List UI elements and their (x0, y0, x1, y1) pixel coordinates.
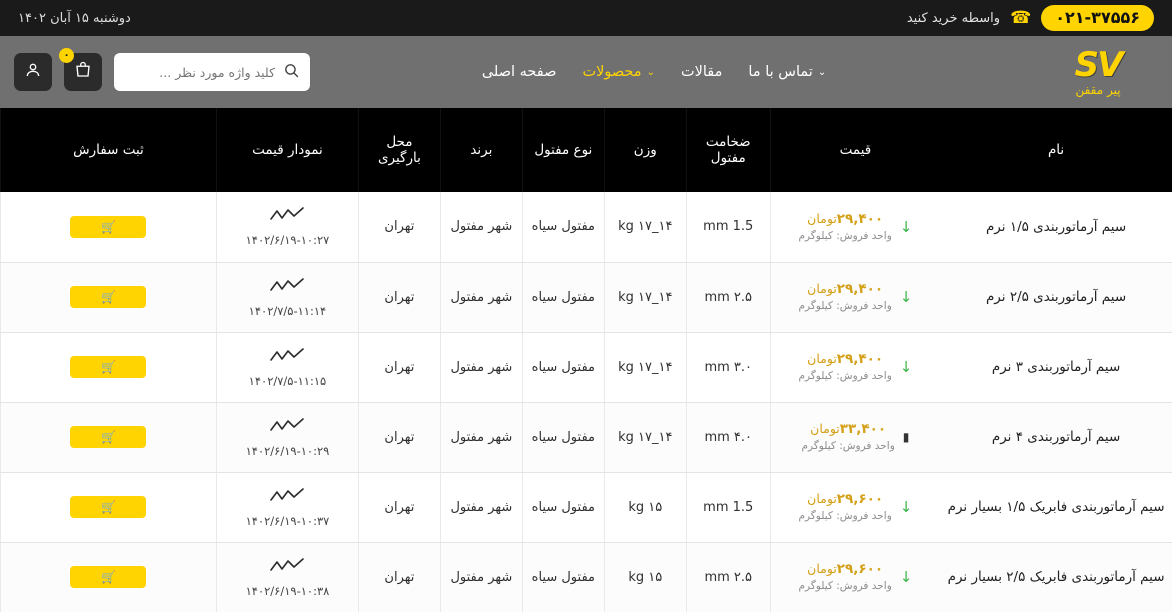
cell-product-name[interactable]: سیم آرماتوربندی ۳ نرم (940, 332, 1172, 402)
cell-brand: شهر مفتول (440, 332, 522, 402)
price-currency: تومان (807, 491, 837, 506)
chart-date: ۱۴۰۲/۶/۱۹-۱۰:۳۸ (245, 583, 330, 598)
cell-brand: شهر مفتول (440, 262, 522, 332)
search-input[interactable] (124, 65, 275, 80)
table-row[interactable] (1, 262, 1172, 332)
topbar (0, 0, 1172, 36)
user-icon (24, 61, 42, 83)
nav-label-products: محصولات (582, 64, 642, 80)
bag-icon (74, 61, 92, 83)
order-button[interactable] (70, 216, 146, 238)
cell-weight: ۱۴_۱۷ kg (604, 262, 686, 332)
cell-thickness: ۲.۵ mm (686, 542, 770, 612)
products-table (0, 108, 1172, 612)
cell-order (1, 472, 217, 542)
price-chart-icon[interactable] (270, 557, 304, 579)
cell-thickness: ۴.۰ mm (686, 402, 770, 472)
cell-price (770, 542, 940, 612)
price-unit: واحد فروش: کیلوگرم (798, 510, 892, 523)
price-trend-flat-icon: ▮ (902, 430, 910, 444)
price-trend-down-icon: ↓ (899, 568, 913, 586)
table-body (1, 192, 1172, 612)
topbar-tagline: واسطه خرید کنید (906, 10, 1001, 26)
cell-brand: شهر مفتول (440, 192, 522, 262)
chart-date: ۱۴۰۲/۷/۵-۱۱:۱۴ (248, 303, 327, 318)
price-chart-icon[interactable] (270, 277, 304, 299)
site-header (0, 36, 1172, 108)
cell-brand: شهر مفتول (440, 402, 522, 472)
th-type: نوع مفتول (522, 108, 604, 192)
price-currency: تومان (807, 561, 837, 576)
cell-product-name[interactable]: سیم آرماتوربندی فابریک ۲/۵ بسیار نرم (940, 542, 1172, 612)
logo-mark: SV (1074, 45, 1122, 85)
site-logo[interactable] (1038, 45, 1158, 97)
price-trend-down-icon: ↓ (899, 498, 913, 516)
cell-wire-type: مفتول سیاه (522, 542, 604, 612)
cell-price-chart[interactable] (216, 262, 358, 332)
price-value: ۲۹,۶۰۰ (836, 561, 884, 577)
price-currency: تومان (807, 351, 837, 366)
cell-thickness: 1.5 mm (686, 472, 770, 542)
chevron-down-icon: ⌄ (646, 66, 655, 78)
table-header-row (1, 108, 1172, 192)
order-button[interactable] (70, 566, 146, 588)
cell-product-name[interactable]: سیم آرماتوربندی ۱/۵ نرم (940, 192, 1172, 262)
price-value: ۲۹,۶۰۰ (836, 491, 884, 507)
cell-price-chart[interactable] (216, 192, 358, 262)
table-head (1, 108, 1172, 192)
price-currency: تومان (807, 281, 837, 296)
cart-button[interactable] (63, 50, 102, 91)
nav-label-contact: تماس با ما (748, 64, 813, 80)
topbar-contact (907, 5, 1154, 31)
table-row[interactable] (1, 542, 1172, 612)
cell-weight: ۱۴_۱۷ kg (604, 402, 686, 472)
cell-price (770, 472, 940, 542)
th-weight: وزن (604, 108, 686, 192)
cell-price (770, 262, 940, 332)
chart-date: ۱۴۰۲/۶/۱۹-۱۰:۲۹ (245, 443, 330, 458)
cart-badge: ۰ (59, 48, 74, 63)
basket-icon: 🛒 (101, 219, 116, 234)
price-value: ۲۹,۴۰۰ (836, 281, 884, 297)
cell-product-name[interactable]: سیم آرماتوربندی فابریک ۱/۵ بسیار نرم (940, 472, 1172, 542)
price-unit: واحد فروش: کیلوگرم (798, 230, 892, 242)
price-currency: تومان (810, 421, 840, 436)
order-button[interactable] (70, 426, 146, 448)
header-actions (14, 50, 310, 91)
main-nav (482, 64, 826, 80)
table-row[interactable] (1, 332, 1172, 402)
price-chart-icon[interactable] (270, 487, 304, 509)
cell-price (770, 402, 940, 472)
price-unit: واحد فروش: کیلوگرم (798, 300, 892, 313)
cell-wire-type: مفتول سیاه (522, 262, 604, 332)
cell-loading-place: تهران (358, 542, 440, 612)
cell-product-name[interactable]: سیم آرماتوربندی ۲/۵ نرم (940, 262, 1172, 332)
cell-price-chart[interactable] (216, 332, 358, 402)
th-chart: نمودار قیمت (216, 108, 358, 192)
cell-thickness: 1.5 mm (686, 192, 770, 262)
th-brand: برند (440, 108, 522, 192)
table-row[interactable] (1, 192, 1172, 262)
cell-order (1, 262, 217, 332)
chart-date: ۱۴۰۲/۶/۱۹-۱۰:۳۷ (245, 513, 330, 528)
cell-weight: ۱۴_۱۷ kg (604, 332, 686, 402)
cell-order (1, 332, 217, 402)
chevron-down-icon: ⌄ (817, 66, 827, 78)
cell-price (770, 192, 940, 262)
chart-date: ۱۴۰۲/۶/۱۹-۱۰:۲۷ (245, 233, 330, 248)
price-unit: واحد فروش: کیلوگرم (798, 580, 892, 593)
price-currency: تومان (807, 210, 837, 226)
cell-loading-place: تهران (358, 262, 440, 332)
cell-brand: شهر مفتول (440, 542, 522, 612)
cell-product-name[interactable]: سیم آرماتوربندی ۴ نرم (940, 402, 1172, 472)
account-button[interactable] (14, 53, 52, 91)
price-chart-icon[interactable] (270, 417, 304, 439)
cell-order (1, 192, 217, 262)
th-load: محل بارگیری (358, 108, 440, 192)
basket-icon: 🛒 (101, 290, 116, 304)
cell-price-chart[interactable] (216, 472, 358, 542)
nav-label-home: صفحه اصلی (481, 64, 557, 80)
nav-item-articles[interactable] (681, 64, 722, 80)
nav-label-articles: مقالات (680, 64, 723, 80)
nav-item-products[interactable] (582, 64, 655, 80)
price-unit: واحد فروش: کیلوگرم (798, 370, 892, 383)
cell-loading-place: تهران (358, 332, 440, 402)
cell-weight: ۱۵ kg (604, 542, 686, 612)
cell-wire-type: مفتول سیاه (522, 192, 604, 262)
order-button[interactable] (70, 496, 146, 518)
th-thickness: ضخامت مفتول (686, 108, 770, 192)
basket-icon: 🛒 (101, 430, 116, 444)
products-table-wrap (0, 108, 1172, 612)
chart-date: ۱۴۰۲/۷/۵-۱۱:۱۵ (248, 373, 327, 388)
th-order: ثبت سفارش (1, 108, 217, 192)
cell-price (770, 332, 940, 402)
price-trend-down-icon: ↓ (899, 217, 913, 236)
price-chart-icon[interactable] (270, 206, 304, 228)
cell-thickness: ۳.۰ mm (686, 332, 770, 402)
order-button[interactable] (70, 286, 146, 308)
table-row[interactable] (1, 402, 1172, 472)
search-icon (283, 62, 300, 83)
nav-item-contact[interactable] (748, 64, 826, 80)
basket-icon: 🛒 (101, 500, 116, 514)
logo-text: پیر مقفن (1075, 83, 1121, 97)
th-price: قیمت (770, 108, 940, 192)
cell-thickness: ۲.۵ mm (686, 262, 770, 332)
basket-icon: 🛒 (101, 570, 116, 584)
cell-wire-type: مفتول سیاه (522, 402, 604, 472)
table-row[interactable] (1, 472, 1172, 542)
cell-wire-type: مفتول سیاه (522, 332, 604, 402)
cell-loading-place: تهران (358, 402, 440, 472)
price-value: ۲۹,۴۰۰ (836, 210, 884, 227)
phone-icon: ☎ (1010, 8, 1032, 28)
cell-order (1, 542, 217, 612)
cell-price-chart[interactable] (216, 402, 358, 472)
cell-order (1, 402, 217, 472)
cell-weight: ۱۵ kg (604, 472, 686, 542)
cell-brand: شهر مفتول (440, 472, 522, 542)
nav-item-home[interactable] (482, 64, 557, 80)
price-trend-down-icon: ↓ (899, 288, 913, 306)
price-unit: واحد فروش: کیلوگرم (801, 440, 895, 453)
phone-number[interactable]: ۰۲۱-۳۷۵۵۶ (1041, 5, 1154, 31)
cell-wire-type: مفتول سیاه (522, 472, 604, 542)
price-value: ۳۳,۴۰۰ (839, 421, 887, 437)
cell-loading-place: تهران (358, 192, 440, 262)
price-trend-down-icon: ↓ (899, 358, 913, 376)
order-button[interactable] (70, 356, 146, 378)
cell-price-chart[interactable] (216, 542, 358, 612)
price-value: ۲۹,۴۰۰ (836, 351, 884, 367)
basket-icon: 🛒 (101, 360, 116, 374)
th-name: نام (940, 108, 1172, 192)
cell-loading-place: تهران (358, 472, 440, 542)
price-chart-icon[interactable] (270, 347, 304, 369)
cell-weight: ۱۴_۱۷ kg (604, 192, 686, 262)
search-box[interactable] (114, 53, 310, 91)
topbar-date: دوشنبه ۱۵ آبان ۱۴۰۲ (18, 10, 131, 26)
